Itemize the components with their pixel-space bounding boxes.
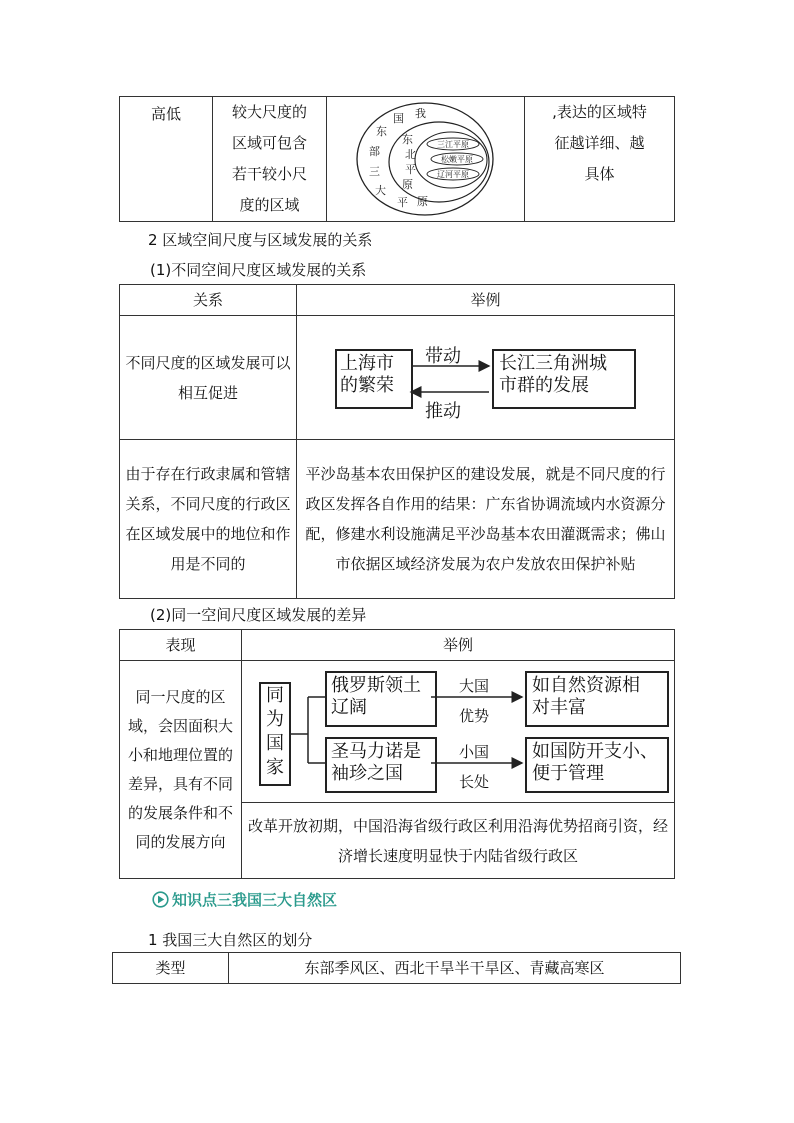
defense-line: 便于管理: [532, 763, 604, 784]
relation-header-right: 举例: [297, 285, 675, 316]
label-ping: 平: [397, 195, 408, 209]
label-songnen: 松嫩平原: [441, 154, 473, 164]
top-cell-4-line: 具体: [584, 165, 615, 183]
difference-diagram-cell: [242, 661, 675, 803]
relation-row2-left: 由于存在行政隶属和管辖关系，不同尺度的行政区在区域发展中的地位和作用是不同的: [120, 440, 297, 599]
knowledge-point-heading: [152, 889, 337, 910]
resources-line: 如自然资源相: [532, 675, 640, 696]
root-char: 同: [266, 685, 284, 706]
label-guo: 国: [393, 111, 404, 125]
push-label: 推动: [425, 401, 461, 422]
russia-line: 辽阔: [331, 697, 367, 718]
sanmarino-line: 圣马力诺是: [331, 741, 421, 762]
top-cell-2: [213, 97, 327, 222]
play-circle-icon: [152, 891, 169, 908]
relation-row1-left: 不同尺度的区域发展可以相互促进: [120, 316, 297, 440]
relation-row1-diagram-cell: [297, 316, 675, 440]
big-country-label-1: 大国: [459, 677, 490, 695]
label-db-1: 东: [402, 132, 413, 146]
yangtze-box-line: 市群的发展: [499, 375, 589, 396]
russia-line: 俄罗斯领土: [331, 675, 421, 696]
resources-line: 对丰富: [532, 697, 586, 718]
top-cell-1-text: 高低: [150, 105, 181, 123]
relation-arrows: [297, 316, 675, 440]
subsection2-title: (2)同一空间尺度区域发展的差异: [150, 606, 367, 624]
big-country-label-2: 优势: [459, 707, 490, 725]
root-char: 国: [266, 733, 284, 754]
shanghai-box-line: 的繁荣: [340, 375, 394, 396]
relation-table: [119, 284, 675, 599]
section2-title: 2 区域空间尺度与区域发展的关系: [148, 231, 373, 249]
label-bu: 部: [369, 144, 380, 158]
shanghai-box-line: 上海市: [340, 353, 394, 374]
label-liaohe: 辽河平原: [437, 169, 469, 179]
top-cell-2-line: 区域可包含: [231, 134, 307, 152]
difference-left: 同一尺度的区域，会因面积大小和地理位置的差异，具有不同的发展条件和不同的发展方向: [120, 661, 242, 879]
difference-header-left: 表现: [120, 630, 242, 661]
natural-region-type-label: 类型: [113, 953, 229, 984]
subsection1-title: (1)不同空间尺度区域发展的关系: [150, 261, 367, 279]
relation-header-left: 关系: [120, 285, 297, 316]
top-cell-4-line: ,表达的区域特: [552, 103, 647, 121]
label-yuan: 原: [417, 194, 428, 208]
top-cell-3-nested-diagram: [327, 97, 525, 222]
natural-region-types: 东部季风区、西北干旱半干旱区、青藏高寒区: [229, 953, 681, 984]
defense-line: 如国防开支小、: [532, 741, 658, 762]
drive-label: 带动: [425, 346, 461, 367]
difference-header-right: 举例: [242, 630, 675, 661]
label-db-4: 原: [402, 177, 413, 191]
label-db-3: 平: [405, 162, 416, 176]
top-cell-2-line: 若干较小尺: [231, 165, 307, 183]
difference-table: [119, 629, 675, 879]
root-char: 为: [266, 709, 284, 730]
difference-note: 改革开放初期，中国沿海省级行政区利用沿海优势招商引资，经济增长速度明显快于内陆省级行政区: [242, 803, 675, 879]
label-sanjiang: 三江平原: [437, 139, 469, 149]
root-char: 家: [266, 757, 284, 778]
knowledge-point-title: 知识点三我国三大自然区: [172, 891, 338, 909]
small-country-label-2: 长处: [459, 773, 490, 791]
label-db-2: 北: [405, 147, 416, 161]
top-cell-2-line: 较大尺度的: [231, 103, 307, 121]
top-table: [119, 96, 675, 222]
section1-title: 1 我国三大自然区的划分: [148, 931, 313, 949]
small-country-label-1: 小国: [459, 743, 490, 761]
top-cell-2-line: 度的区域: [239, 196, 300, 214]
top-cell-1: [120, 97, 213, 222]
label-wo: 我: [415, 106, 426, 120]
top-cell-4-line: 征越详细、越: [554, 134, 645, 152]
label-dong: 东: [376, 124, 387, 138]
natural-region-table: [112, 952, 681, 984]
nested-region-diagram: [327, 98, 523, 221]
label-san: 三: [369, 164, 380, 178]
yangtze-box-line: 长江三角洲城: [499, 353, 607, 374]
sanmarino-line: 袖珍之国: [331, 763, 403, 784]
relation-row2-right: 平沙岛基本农田保护区的建设发展，就是不同尺度的行政区发挥各自作用的结果：广东省协调流域内水资源分配，修建水利设施满足平沙岛基本农田灌溉需求；佛山市依据区域经济发展为农户发放农田保护补贴: [297, 440, 675, 599]
top-cell-4: [525, 97, 675, 222]
label-da: 大: [375, 183, 386, 197]
